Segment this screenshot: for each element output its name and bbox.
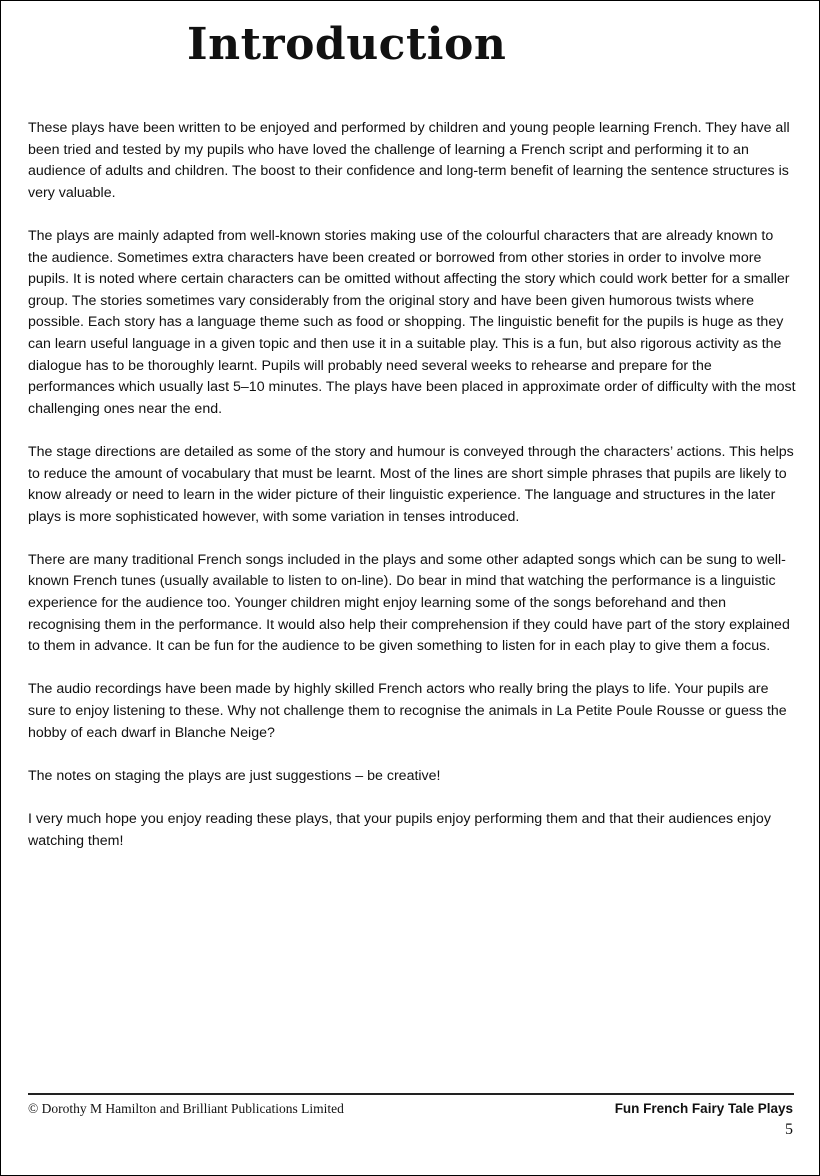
paragraph-3: The stage directions are detailed as some of the story and humour is conveyed through the characters’ actions. This helps to reduce the amount of vocabulary that must be learnt. Most of the lines are short simple phrases that pupils are likely to know already or need to learn in the wider picture of their linguistic experience. The language and structures in the later plays is more sophisticated however, with some variation in tenses introduced. (28, 443, 794, 525)
page-title: Introduction (187, 19, 507, 70)
paragraph-2: The plays are mainly adapted from well-known stories making use of the colourful characters that are already known to the audience. Sometimes extra characters have been created or borrowed from other stories in order to involve more pupils. It is noted where certain characters can be omitted without affecting the story which could work better for a smaller group. The stories sometimes vary considerably from the original story and have been given humorous twists where possible. Each story has a language theme such as food or shopping. The linguistic benefit for the pupils is huge as they can learn useful language in a given topic and then use it in a suitable play. This is a fun, but also rigorous activity as the dialogue has to be thoroughly learnt. Pupils will probably need several weeks to rehearse and prepare for the performances which usually last 5–10 minutes. The plays have been placed in approximate order of difficulty with the most challenging ones near the end. (28, 227, 796, 417)
page-number: 5 (785, 1121, 793, 1138)
footer-copyright: © Dorothy M Hamilton and Brilliant Publications Limited (28, 1101, 344, 1116)
paragraph-7: I very much hope you enjoy reading these plays, that your pupils enjoy performing them and that their audiences enjoy watching them! (28, 811, 771, 849)
footer-divider (28, 1093, 794, 1095)
footer-book-title: Fun French Fairy Tale Plays (614, 1101, 793, 1116)
paragraph-1: These plays have been written to be enjoyed and performed by children and young people learning French. They have all been tried and tested by my pupils who have loved the challenge of learning a French script and performing it to an audience of adults and children. The boost to their confidence and long-term benefit of learning the sentence structures is very valuable. (28, 120, 790, 201)
intro-body (28, 118, 796, 874)
paragraph-6: The notes on staging the plays are just suggestions – be creative! (28, 767, 441, 784)
paragraph-4: There are many traditional French songs included in the plays and some other adapted songs which can be sung to well-known French tunes (usually available to listen to on-line). Do bear in mind that watching the performance is a linguistic experience for the audience too. Younger children might enjoy learning some of the songs beforehand and then recognising them in the performance. It would also help their comprehension if they could have part of the story explained to them in advance. It can be fun for the audience to be given something to listen for in each play to give them a focus. (28, 551, 790, 655)
paragraph-5: The audio recordings have been made by highly skilled French actors who really bring the plays to life. Your pupils are sure to enjoy listening to these. Why not challenge them to recognise the animals in La Petite Poule Rousse or guess the hobby of each dwarf in Blanche Neige? (28, 681, 787, 741)
